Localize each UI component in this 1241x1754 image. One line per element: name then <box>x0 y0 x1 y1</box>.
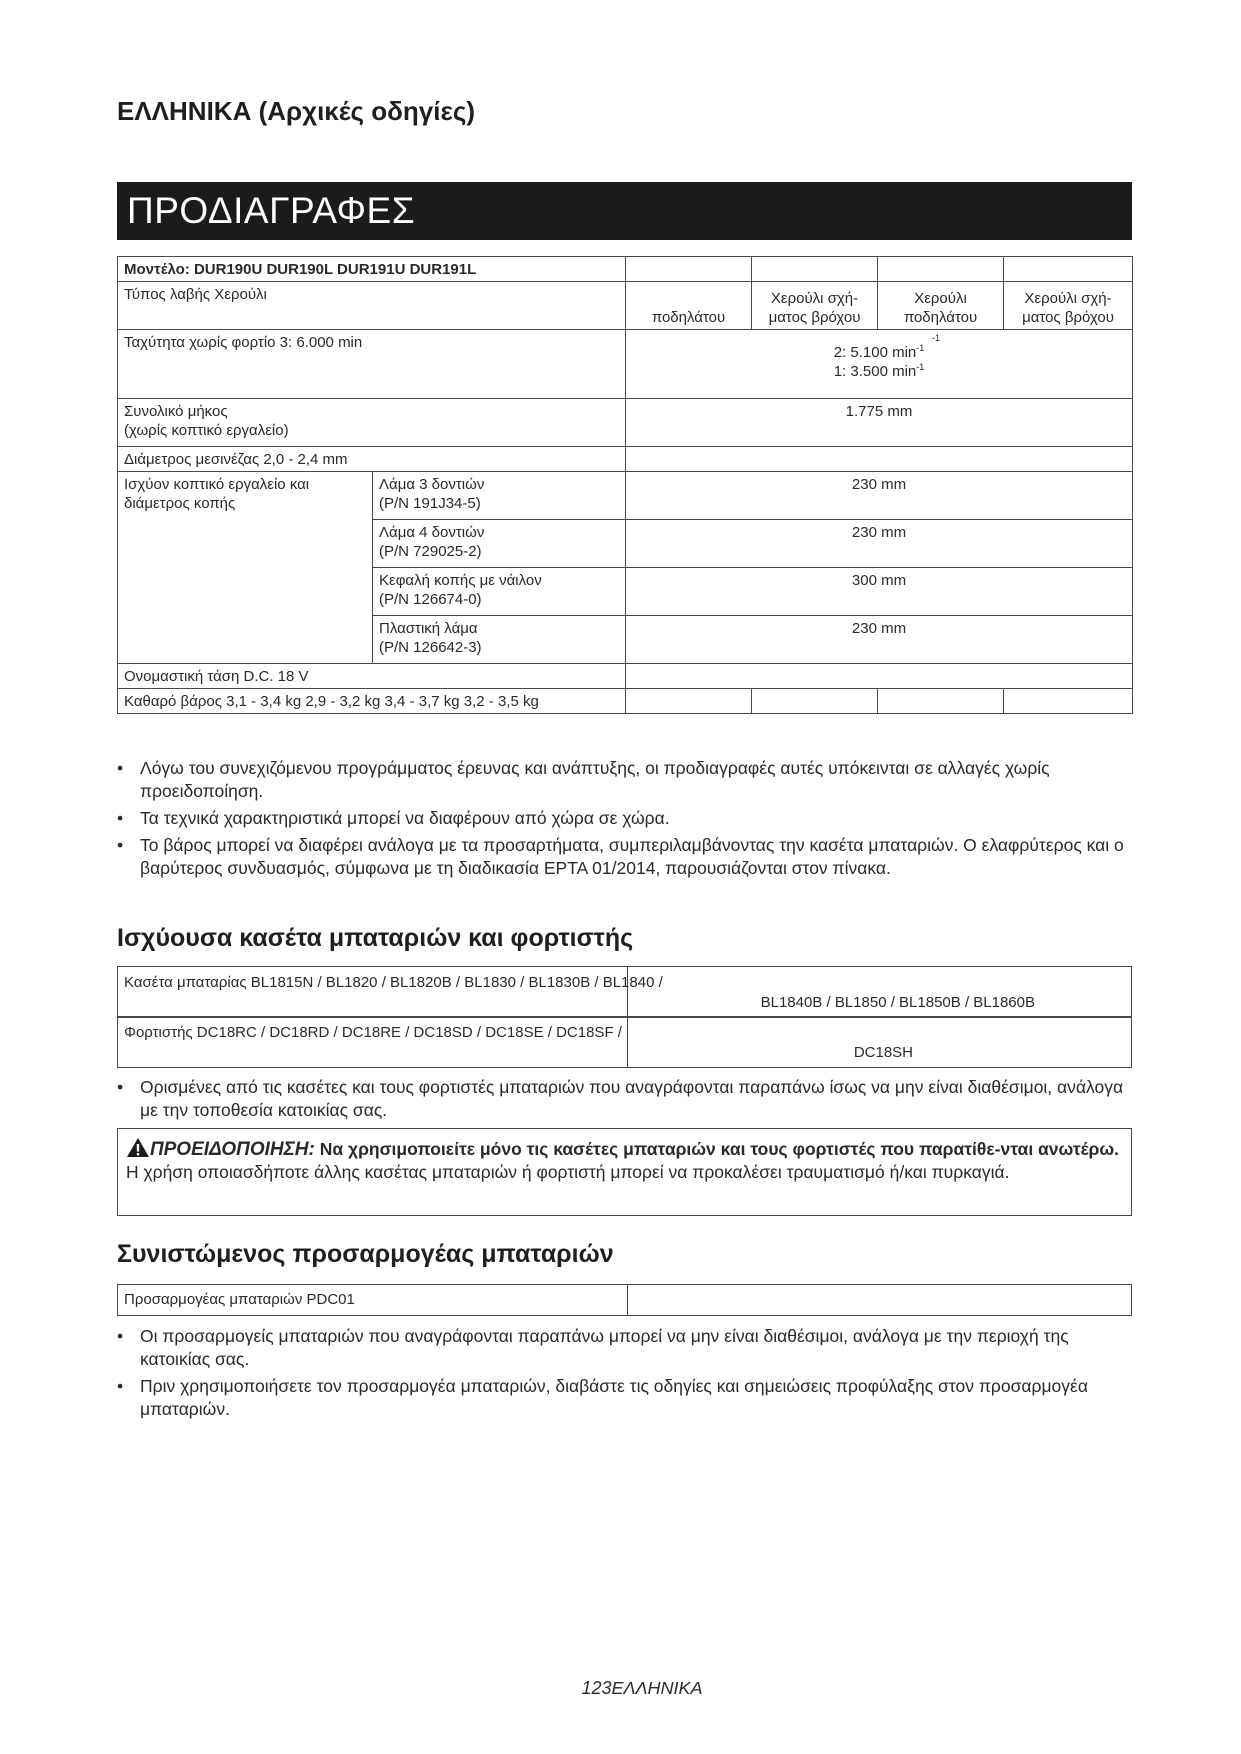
grip-value: Χερούλι σχή- ματος βρόχου <box>1004 282 1133 330</box>
cutting-tool-label: Ισχύον κοπτικό εργαλείο και διάμετρος κοπής <box>118 472 373 664</box>
speed-stray-superscript: -1 <box>932 333 941 343</box>
speed-1: 1: 3.500 $\min^{-1}$ <box>833 362 925 380</box>
cutting-tool-name: Λάμα 4 δοντιών (P/N 729025-2) <box>373 520 626 568</box>
battery-section-heading: Ισχύουσα κασέτα μπαταριών και φορτιστής <box>117 924 634 952</box>
speed-row <box>118 330 1133 399</box>
specifications-banner: ΠΡΟΔΙΑΓΡΑΦΕΣ <box>117 182 1132 240</box>
weight-cell <box>626 689 752 714</box>
cutting-tool-diameter: 300 mm <box>626 568 1133 616</box>
shaft-value <box>626 447 1133 472</box>
length-row <box>118 399 1133 447</box>
voltage-label: Ονομαστική τάση D.C. 18 V <box>118 664 626 689</box>
battery-notes <box>117 1076 1132 1126</box>
speed-label: Ταχύτητα χωρίς φορτίο 3: 6.000 min <box>118 330 626 399</box>
cutting-tool-row <box>118 472 1133 520</box>
warning-triangle-icon <box>126 1137 150 1158</box>
model-row <box>118 257 1133 282</box>
list-item: • Πριν χρησιμοποιήσετε τον προσαρμογέα μπαταριών, διαβάστε τις οδηγίες και σημειώσεις προφύλαξης στον προσαρμογέα μπαταριών. <box>117 1376 1088 1419</box>
list-item: • Ορισμένες από τις κασέτες και τους φορτιστές μπαταριών που αναγράφονται παραπάνω ίσως να μην είναι διαθέσιμοι, ανάλογα με την τοποθεσία κατοικίας σας. <box>117 1077 1124 1120</box>
grip-value: Χερούλι σχή- ματος βρόχου <box>752 282 878 330</box>
length-value: 1.775 mm <box>626 399 1133 447</box>
weight-cell <box>1004 689 1133 714</box>
battery-line-2: BL1840B / BL1850 / BL1850B / BL1860B <box>760 994 1035 1011</box>
cutting-tool-diameter: 230 mm <box>626 616 1133 664</box>
length-label: Συνολικό μήκος (χωρίς κοπτικό εργαλείο) <box>118 399 626 447</box>
weight-label: Καθαρό βάρος 3,1 - 3,4 kg 2,9 - 3,2 kg 3,4 - 3,7 kg 3,2 - 3,5 kg <box>118 689 626 714</box>
adapter-line: Προσαρμογέας μπαταριών PDC01 <box>124 1291 355 1308</box>
cutting-tool-name: Κεφαλή κοπής με νάιλον (P/N 126674-0) <box>373 568 626 616</box>
voltage-row <box>118 664 1133 689</box>
column-divider <box>627 1285 628 1315</box>
grip-row <box>118 282 1133 330</box>
model-cell <box>1004 257 1133 282</box>
grip-label: Τύπος λαβής Χερούλι <box>118 282 626 330</box>
warning-bold-text: Να χρησιμοποιείτε μόνο τις κασέτες μπαταριών και τους φορτιστές που παρατίθε-νται ανωτέρω. <box>319 1139 1120 1159</box>
grip-value: ποδηλάτου <box>626 282 752 330</box>
cutting-tool-name: Πλαστική λάμα (P/N 126642-3) <box>373 616 626 664</box>
warning-box <box>117 1128 1132 1216</box>
list-item: • Το βάρος μπορεί να διαφέρει ανάλογα με τα προσαρτήματα, συμπεριλαμβάνοντας την κασέτα μπαταριών. Ο ελαφρύτερος και ο βαρύτερος συνδυασμός, σύμφωνα με τη διαδικασία EPTA 01/2014, παρουσιάζονται στον πίνακα. <box>117 835 1124 878</box>
list-item: • Τα τεχνικά χαρακτηριστικά μπορεί να διαφέρουν από χώρα σε χώρα. <box>117 808 670 828</box>
model-cell <box>878 257 1004 282</box>
model-cell <box>626 257 752 282</box>
speed-values <box>626 330 1133 399</box>
model-cell <box>752 257 878 282</box>
specifications-table <box>117 256 1133 714</box>
list-item: • Λόγω του συνεχιζόμενου προγράμματος έρευνας και ανάπτυξης, οι προδιαγραφές αυτές υπόκεινται σε αλλαγές χωρίς προειδοποίηση. <box>117 758 1050 801</box>
charger-line-1: Φορτιστής DC18RC / DC18RD / DC18RE / DC18SD / DC18SE / DC18SF / <box>124 1024 622 1041</box>
weight-row <box>118 689 1133 714</box>
weight-cell <box>752 689 878 714</box>
column-divider <box>627 1017 628 1067</box>
battery-line-1: Κασέτα μπαταρίας BL1815N / BL1820 / BL1820B / BL1830 / BL1830B / BL1840 / <box>124 974 663 991</box>
adapter-section-heading: Συνιστώμενος προσαρμογέας μπαταριών <box>117 1240 614 1268</box>
model-label: Μοντέλο: DUR190U DUR190L DUR191U DUR191L <box>118 257 626 282</box>
speed-2: 2: 5.100 $\min^{-1}$ <box>833 343 925 361</box>
cutting-tool-diameter: 230 mm <box>626 520 1133 568</box>
shaft-row <box>118 447 1133 472</box>
cutting-tool-diameter: 230 mm <box>626 472 1133 520</box>
warning-title: ΠΡΟΕΙΔΟΠΟΙΗΣΗ: <box>150 1139 315 1160</box>
charger-line-2: DC18SH <box>853 1044 913 1061</box>
charger-row <box>117 1016 1132 1068</box>
warning-text: Η χρήση οποιασδήποτε άλλης κασέτας μπαταριών ή φορτιστή μπορεί να προκαλέσει τραυματισμό ή/και πυρκαγιά. <box>126 1162 1010 1182</box>
language-title: ΕΛΛΗΝΙΚΑ (Αρχικές οδηγίες) <box>117 96 475 126</box>
grip-value: Χερούλι ποδηλάτου <box>878 282 1004 330</box>
voltage-value <box>626 664 1133 689</box>
cutting-tool-name: Λάμα 3 δοντιών (P/N 191J34-5) <box>373 472 626 520</box>
adapter-table <box>117 1284 1132 1316</box>
battery-row <box>117 966 1132 1018</box>
spec-notes <box>117 757 1132 884</box>
shaft-label: Διάμετρος μεσινέζας 2,0 - 2,4 mm <box>118 447 626 472</box>
weight-cell <box>878 689 1004 714</box>
adapter-notes <box>117 1325 1132 1425</box>
battery-table <box>117 966 1132 1068</box>
page-footer: 123ΕΛΛΗΝΙΚΑ <box>581 1678 703 1698</box>
list-item: • Οι προσαρμογείς μπαταριών που αναγράφονται παραπάνω μπορεί να μην είναι διαθέσιμοι, ανάλογα με την περιοχή της κατοικίας σας. <box>117 1326 1069 1369</box>
